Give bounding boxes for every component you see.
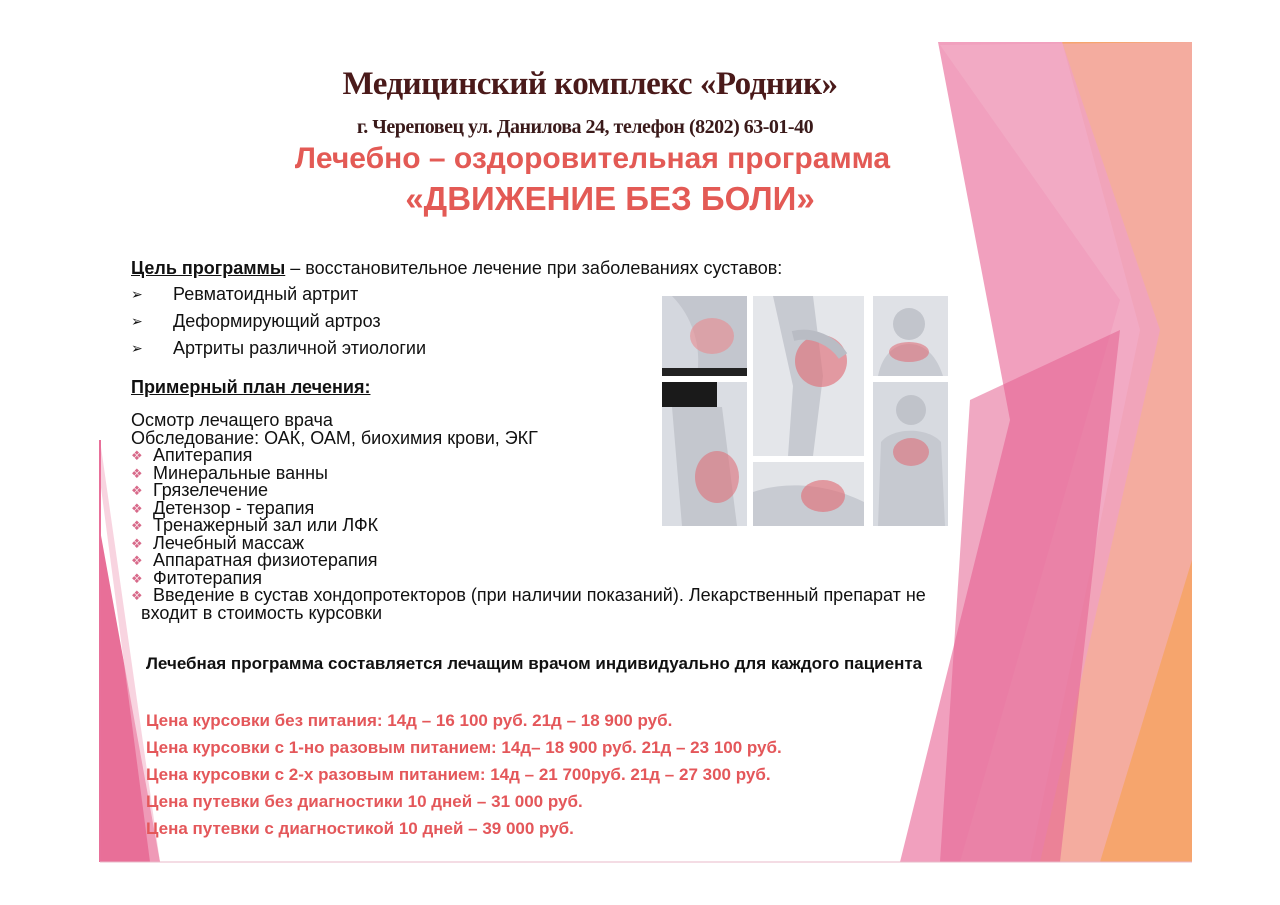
photo-hip-pain [662,382,747,526]
price-line: Цена курсовки без питания: 14д – 16 100 руб. 21д – 18 900 руб. [146,711,673,730]
goal-line [131,258,782,279]
diamond-bullet-icon: ❖ [131,570,143,586]
list-item: ❖ Фитотерапия [131,567,263,588]
photo-elbow-pain [753,462,864,526]
diamond-bullet-icon: ❖ [131,588,143,603]
price-line: Цена путевки с диагностикой 10 дней – 39 000 руб. [146,819,574,838]
diamond-bullet-icon: ❖ [131,500,143,516]
price-line: Цена курсовки с 1-но разовым питанием: 14д– 18 900 руб. 21д – 23 100 руб. [146,738,782,757]
list-item: ➢ Артриты различной этиологии [131,338,426,365]
list-item: ❖ Введение в сустав хондопротекторов (при наличии показаний). Лекарственный препарат не [131,585,926,605]
photo-neck-pain [873,296,948,376]
price-list [146,711,782,846]
diamond-bullet-icon: ❖ [131,518,143,533]
list-item: ❖ Грязелечение [131,480,269,500]
program-note: Лечебная программа составляется лечащим врачом индивидуально для каждого пациента [146,654,923,673]
program-subtitle: Лечебно – оздоровительная программа [294,142,891,175]
diagnosis-list [131,284,426,365]
price-line: Цена путевки без диагностики 10 дней – 31 000 руб. [146,792,583,811]
list-item: ➢ Деформирующий артроз [131,311,426,338]
photo-knee-pain [753,296,864,456]
list-item: ❖ Лечебный массаж [131,532,305,553]
diamond-bullet-icon: ❖ [131,535,143,551]
goal-label: Цель программы [131,258,286,278]
photo-shoulder-blade-pain [873,382,948,526]
photo-back-pain [662,296,747,376]
organization-title: Медицинский комплекс «Родник» [342,66,838,102]
list-item: ❖ Минеральные ванны [131,462,328,483]
list-item: ❖ Детензор - терапия [131,497,315,518]
arrowhead-bullet-icon: ➢ [131,340,143,356]
arrowhead-bullet-icon: ➢ [131,286,143,302]
list-item: ❖ Тренажерный зал или ЛФК [131,515,379,535]
list-item: ➢ Ревматоидный артрит [131,284,426,311]
arrowhead-bullet-icon: ➢ [131,313,143,329]
plan-line: Осмотр лечащего врача [131,410,333,430]
diamond-bullet-icon: ❖ [131,483,143,498]
goal-text: – восстановительное лечение при заболеваниях суставов: [285,258,783,278]
diamond-bullet-icon: ❖ [131,448,143,463]
list-item: ❖ Аппаратная физиотерапия [131,550,378,570]
diamond-bullet-icon: ❖ [131,465,143,481]
list-item: ❖ Апитерапия [131,445,253,465]
program-title: «ДВИЖЕНИЕ БЕЗ БОЛИ» [405,180,815,217]
address-line: г. Череповец ул. Данилова 24, телефон (8202) 63-01-40 [356,116,814,138]
plan-line: Обследование: ОАК, ОАМ, биохимия крови, ЭКГ [131,427,538,448]
plan-heading: Примерный план лечения: [131,377,371,397]
plan-continuation: входит в стоимость курсовки [141,602,383,623]
price-line: Цена курсовки с 2-х разовым питанием: 14д – 21 700руб. 21д – 27 300 руб. [146,765,771,784]
diamond-bullet-icon: ❖ [131,553,143,568]
